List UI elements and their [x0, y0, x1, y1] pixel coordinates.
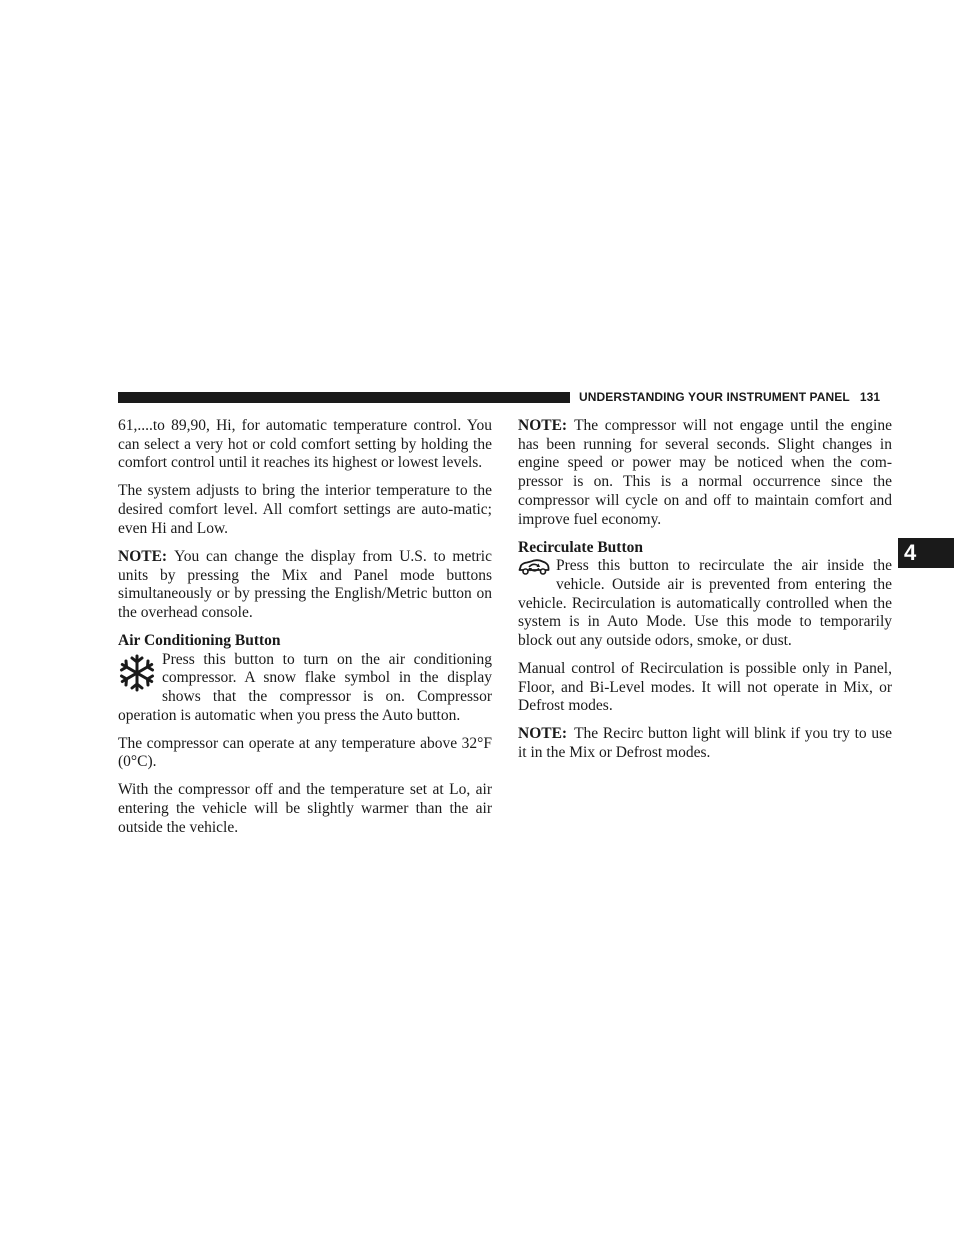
section-heading: Air Conditioning Button	[118, 631, 281, 649]
note	[518, 417, 892, 529]
note	[118, 548, 492, 623]
note-text: You can change the display from U.S. to metric units by pressing the Mix and Panel mode buttons simultaneously or by pressing the English/Metric button on the overhead console.	[118, 547, 492, 621]
note	[518, 725, 892, 762]
note-text: The compressor will not engage until the engine has been running for several seconds. Slight changes in engine speed or power may be noticed when the com-pressor is on. This is a normal occurrence since the compressor will cycle on and off to maintain comfort and improve fuel economy.	[518, 417, 892, 528]
paragraph: The compressor can operate at any temperature above 32°F (0°C).	[118, 734, 492, 771]
header-rule	[118, 392, 570, 403]
left-column	[118, 417, 492, 847]
note-label: NOTE:	[118, 547, 168, 565]
note-label: NOTE:	[518, 725, 568, 743]
recirculate-icon	[518, 558, 550, 576]
page-number: 131	[859, 390, 881, 404]
note-text: The Recirc button light will blink if you try to use it in the Mix or Defrost modes.	[518, 725, 892, 762]
section-title: UNDERSTANDING YOUR INSTRUMENT PANEL	[579, 390, 850, 404]
ac-text: Press this button to turn on the air conditioning compressor. A snow flake symbol in the display shows that the compressor is on. Compressor operation is automatic when you press the Auto button.	[118, 650, 492, 724]
section-heading: Recirculate Button	[518, 538, 643, 556]
paragraph: The system adjusts to bring the interior temperature to the desired comfort level. All comfort settings are auto-matic; even Hi and Low.	[118, 482, 492, 537]
paragraph: 61,....to 89,90, Hi, for automatic temperature control. You can select a very hot or cold comfort setting by holding the comfort control until it reaches its highest or lowest levels.	[118, 417, 492, 472]
snowflake-icon	[118, 654, 156, 692]
chapter-tab: 4	[898, 538, 954, 568]
running-header	[579, 390, 880, 405]
note-label: NOTE:	[518, 417, 568, 434]
ac-paragraph	[118, 651, 492, 726]
recirc-paragraph	[518, 557, 892, 651]
paragraph: Manual control of Recirculation is possible only in Panel, Floor, and Bi-Level modes. It will not operate in Mix, or Defrost modes.	[518, 660, 892, 715]
right-column	[518, 417, 892, 772]
paragraph: With the compressor off and the temperature set at Lo, air entering the vehicle will be slightly warmer than the air outside the vehicle.	[118, 781, 492, 836]
recirc-text: Press this button to recirculate the air inside the vehicle. Outside air is prevented from entering the vehicle. Recirculation is automatically controlled when the system is in Auto Mode. Use this mode to temporarily block out any outside odors, smoke, or dust.	[518, 557, 892, 650]
